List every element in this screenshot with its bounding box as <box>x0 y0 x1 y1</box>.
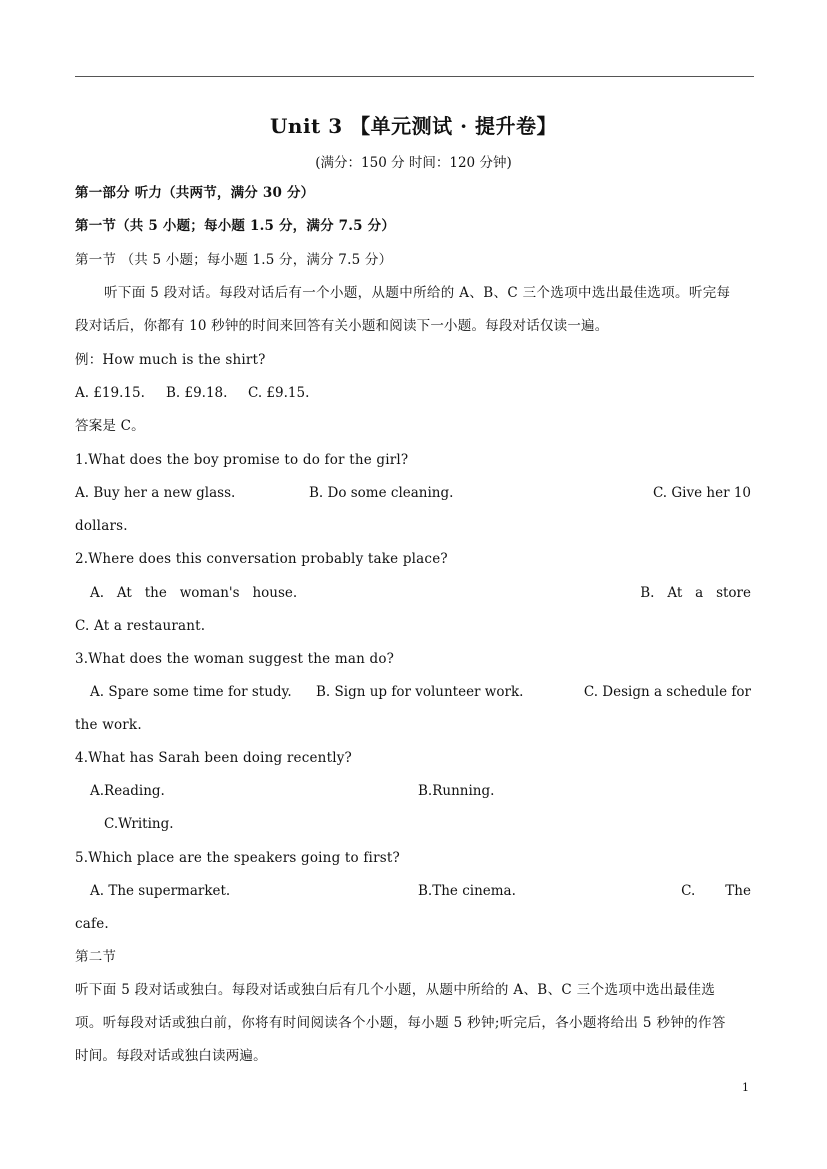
section2-heading: 第二节 <box>75 949 117 965</box>
q3-option-c: C. Design a schedule for <box>583 684 751 700</box>
question-1: 1.What does the boy promise to do for the girl? <box>75 452 409 468</box>
part1-heading: 第一部分 听力（共两节，满分 30 分） <box>75 185 315 201</box>
q4-option-b: B.Running. <box>418 783 495 799</box>
question-2: 2.Where does this conversation probably take place? <box>75 551 448 567</box>
instructions2-line-3: 时间。每段对话或独白读两遍。 <box>75 1048 267 1064</box>
q1-option-c: C. Give her 10 <box>652 485 751 501</box>
section1-heading-plain: 第一节 （共 5 小题；每小题 1.5 分，满分 7.5 分） <box>75 252 393 268</box>
q4-option-a: A.Reading. <box>90 783 165 799</box>
example-answer: 答案是 C。 <box>75 418 145 434</box>
section1-heading-bold: 第一节（共 5 小题；每小题 1.5 分，满分 7.5 分） <box>75 218 396 234</box>
example-option-a: A. £19.15. <box>75 385 145 401</box>
q5-option-c-cont: cafe. <box>75 916 109 932</box>
q5-option-a: A. The supermarket. <box>90 883 231 899</box>
q3-option-c-cont: the work. <box>75 717 142 733</box>
header-rule <box>75 76 754 77</box>
example-option-c: C. £9.15. <box>248 385 310 401</box>
q3-option-b: B. Sign up for volunteer work. <box>316 684 524 700</box>
q5-option-c: C. The <box>681 883 751 899</box>
q1-option-a: A. Buy her a new glass. <box>75 485 236 501</box>
q3-option-a: A. Spare some time for study. <box>90 684 292 700</box>
question-4: 4.What has Sarah been doing recently? <box>75 750 352 766</box>
page-number: 1 <box>742 1081 749 1094</box>
score-time-info: (满分：150 分 时间：120 分钟) <box>315 155 512 171</box>
instructions-line-2: 段对话后，你都有 10 秒钟的时间来回答有关小题和阅读下一小题。每段对话仅读一遍。 <box>75 318 609 334</box>
q1-option-b: B. Do some cleaning. <box>309 485 454 501</box>
example-question: 例：How much is the shirt? <box>75 352 266 368</box>
q2-option-a: A. At the woman's house. <box>90 585 298 601</box>
question-5: 5.Which place are the speakers going to first? <box>75 850 400 866</box>
question-3: 3.What does the woman suggest the man do? <box>75 651 395 667</box>
instructions2-line-1: 听下面 5 段对话或独白。每段对话或独白后有几个小题，从题中所给的 A、B、C 三个选项中选出最佳选 <box>75 982 716 998</box>
example-option-b: B. £9.18. <box>166 385 228 401</box>
q2-option-c: C. At a restaurant. <box>75 618 206 634</box>
instructions2-line-2: 项。听每段对话或独白前，你将有时间阅读各个小题，每小题 5 秒钟;听完后，各小题将给出 5 秒钟的作答 <box>75 1015 726 1031</box>
page-title: Unit 3 【单元测试 · 提升卷】 <box>269 114 558 138</box>
q1-option-c-cont: dollars. <box>75 518 128 534</box>
q4-option-c: C.Writing. <box>104 816 174 832</box>
instructions-line-1: 听下面 5 段对话。每段对话后有一个小题，从题中所给的 A、B、C 三个选项中选出最佳选项。听完每 <box>104 285 731 301</box>
q5-option-b: B.The cinema. <box>418 883 516 899</box>
q2-option-b: B. At a store <box>640 585 751 601</box>
